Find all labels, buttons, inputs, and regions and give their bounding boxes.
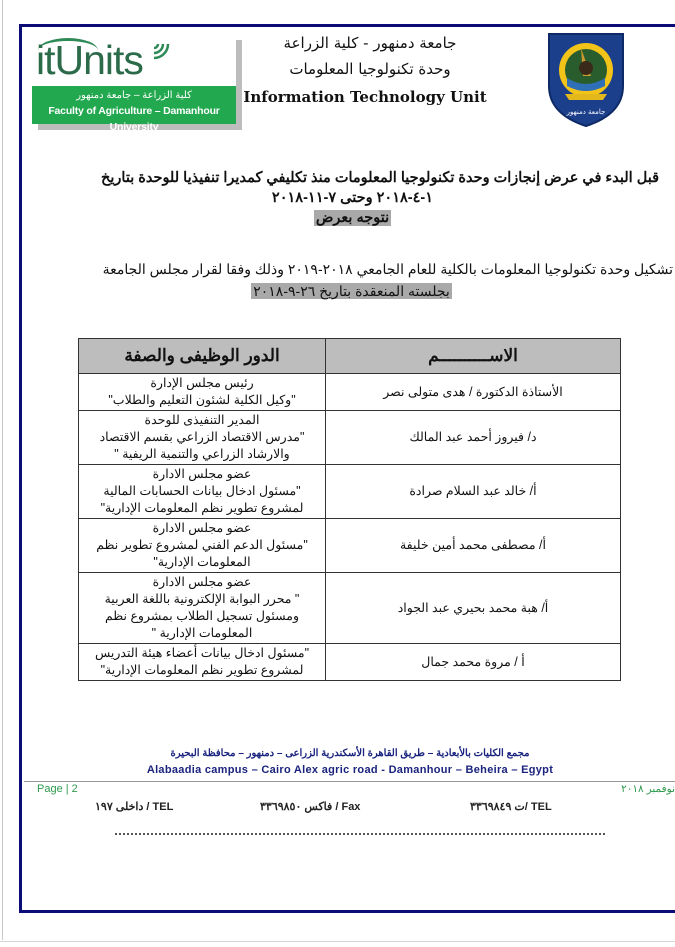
table-header-row <box>79 339 621 374</box>
member-name: أ / مروة محمد جمال <box>326 644 621 681</box>
footer-date: نوفمبر ٢٠١٨ <box>621 783 675 795</box>
table-row <box>79 374 621 411</box>
logo-wordmark: itUnits <box>36 37 143 83</box>
intro-highlight: نتوجه بعرض <box>315 210 390 226</box>
member-role <box>79 465 326 519</box>
table-row <box>79 644 621 681</box>
telephone: TEL /ت ٣٣٦٩٨٤٩ <box>470 801 552 813</box>
logo-faculty-banner <box>32 86 236 133</box>
paragraph-line-1: تشكيل وحدة تكنولوجيا المعلومات بالكلية للعام الجامعي ٢٠١٨-٢٠١٩ وذلك وفقا لقرار مجلس الجامعة <box>102 261 673 277</box>
table-row <box>79 411 621 465</box>
role-line: لمشروع تطوير نظم المعلومات الإدارية" <box>100 501 304 515</box>
unit-title-arabic: وحدة تكنولوجيا المعلومات <box>289 60 451 78</box>
university-faculty-title: جامعة دمنهور - كلية الزراعة <box>283 34 457 52</box>
role-line: عضو مجلس الادارة <box>152 467 252 481</box>
role-line: ومسئول تسجيل الطلاب بمشروع نظم <box>104 609 300 623</box>
address-english: Alabaadia campus – Cairo Alex agric road - Damanhour – Beheira – Egypt <box>146 764 554 776</box>
role-line: " محرر البوابة الإلكترونية باللغة العربية <box>104 592 300 606</box>
logo-english-line: Faculty of Agriculture – Damanhour University <box>48 105 220 133</box>
header-role: الدور الوظيفى والصفة <box>79 339 326 374</box>
member-name: أ/ خالد عبد السلام صرادة <box>326 465 621 519</box>
fax: Fax / فاكس ٣٣٦٩٨٥٠ <box>260 801 361 813</box>
member-role <box>79 573 326 644</box>
table-row <box>79 519 621 573</box>
extension: TEL / داخلى ١٩٧ <box>95 801 174 813</box>
page-edge-line <box>2 0 3 940</box>
address-block <box>100 746 600 778</box>
member-role <box>79 411 326 465</box>
member-role <box>79 374 326 411</box>
unit-title-english: Information Technology Unit <box>243 88 487 106</box>
logo-arabic-line: كلية الزراعة – جامعة دمنهور <box>76 90 192 101</box>
role-line: عضو مجلس الادارة <box>152 521 252 535</box>
header-titles <box>243 30 490 112</box>
paragraph-highlight-date: بجلسته المنعقدة بتاريخ ٢٦-٩-٢٠١٨ <box>253 283 450 299</box>
role-line: والارشاد الزراعي والتنمية الريفية " <box>114 447 290 461</box>
role-line: "مسئول الدعم الفني لمشروع تطوير نظم <box>96 538 308 552</box>
role-line: المعلومات الإدارية" <box>153 555 251 569</box>
member-name: د/ فيروز أحمد عبد المالك <box>326 411 621 465</box>
role-line: رئيس مجلس الإدارة <box>150 376 254 390</box>
footer-divider <box>24 781 675 782</box>
member-name: أ/ هبة محمد بحيري عبد الجواد <box>326 573 621 644</box>
member-role <box>79 519 326 573</box>
role-line: "وكيل الكلية لشئون التعليم والطلاب" <box>108 393 296 407</box>
role-line: "مسئول ادخال بيانات أعضاء هيئة التدريس <box>94 646 310 660</box>
itunits-logo <box>32 34 238 133</box>
table-row <box>79 465 621 519</box>
dotted-separator <box>115 833 605 835</box>
role-line: المعلومات الإدارية " <box>151 626 253 640</box>
emblem-label: جامعة دمنهور <box>566 108 606 116</box>
logo-panel <box>32 34 236 133</box>
intro-line-2-dates: ١-٤-٢٠١٨ وحتى ٧-١١-٢٠١٨ <box>271 190 434 206</box>
intro-line-1: قبل البدء في عرض إنجازات وحدة تكنولوجيا المعلومات منذ تكليفي كمديرا تنفيذيا للوحدة بتاريخ <box>101 170 659 186</box>
members-table <box>78 338 621 681</box>
university-emblem-icon <box>545 28 627 128</box>
member-name: أ/ مصطفى محمد أمين خليفة <box>326 519 621 573</box>
wifi-signal-icon <box>150 40 172 62</box>
role-line: "مسئول ادخال بيانات الحسابات المالية <box>103 484 301 498</box>
role-line: "مدرس الاقتصاد الزراعي بقسم الاقتصاد <box>99 430 305 444</box>
member-role <box>79 644 326 681</box>
header-name: الاســــــــــم <box>326 339 621 374</box>
role-line: عضو مجلس الادارة <box>152 575 252 589</box>
role-line: المدير التنفيذى للوحدة <box>144 413 260 427</box>
formation-paragraph <box>30 258 673 302</box>
table-row <box>79 573 621 644</box>
intro-statement <box>40 168 665 228</box>
page-number: Page | 2 <box>37 783 78 795</box>
address-arabic: مجمع الكليات بالأبعادية – طريق القاهرة الأسكندرية الزراعى – دمنهور – محافظة البحيرة <box>170 748 530 759</box>
member-name: الأستاذة الدكتورة / هدى متولى نصر <box>326 374 621 411</box>
role-line: لمشروع تطوير نظم المعلومات الإدارية" <box>100 663 304 677</box>
page-bottom-line <box>0 941 675 942</box>
